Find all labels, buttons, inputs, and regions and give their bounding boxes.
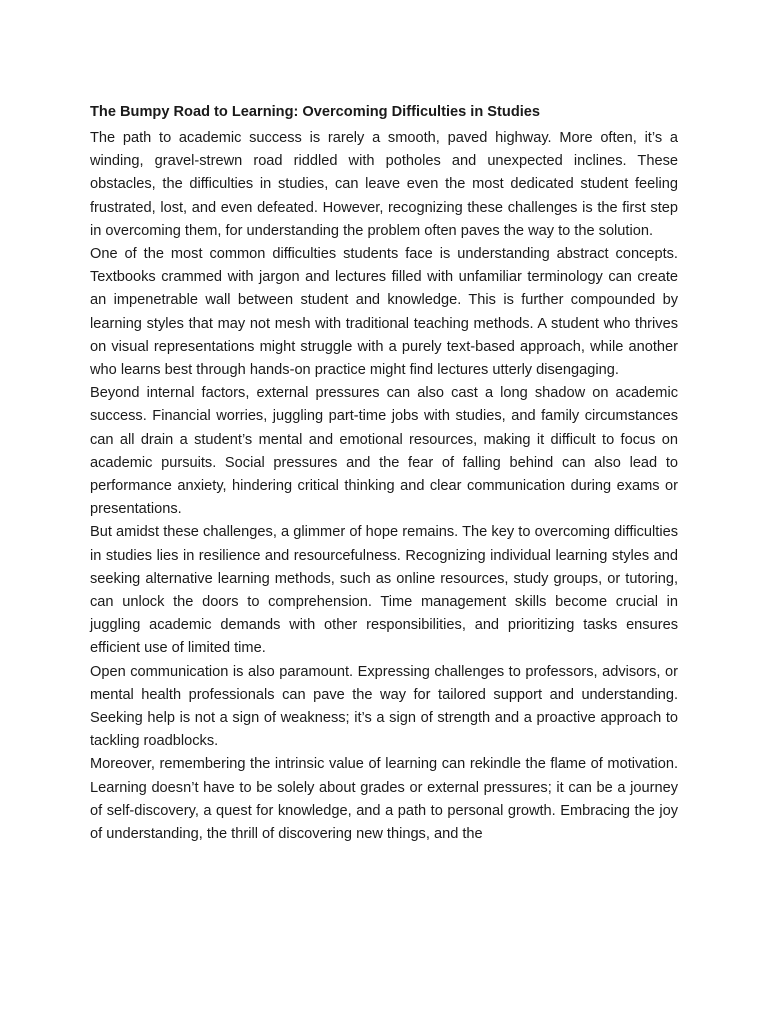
paragraph: Beyond internal factors, external pressures can also cast a long shadow on academic success. Financial worries, juggling part-time jobs with studies, and family circumstances can all drain a student’s mental and emotional resources, making it difficult to focus on academic pursuits. Social pressures and the fear of falling behind can also lead to performance anxiety, hindering critical thinking and clear communication during exams or presentations. [90, 385, 678, 518]
paragraph: Open communication is also paramount. Expressing challenges to professors, advisors, or mental health professionals can pave the way for tailored support and understanding. Seeking help is not a sign of weakness; it’s a sign of strength and a proactive approach to tackling roadblocks. [90, 663, 678, 750]
document-title: The Bumpy Road to Learning: Overcoming Difficulties in Studies [90, 104, 541, 120]
document-body [90, 127, 678, 846]
document-page [90, 101, 678, 846]
paragraph: One of the most common difficulties students face is understanding abstract concepts. Textbooks crammed with jargon and lectures filled with unfamiliar terminology can create an impenetrable wall between student and knowledge. This is further compounded by learning styles that may not mesh with traditional teaching methods. A student who thrives on visual representations might struggle with a purely text-based approach, while another who learns best through hands-on practice might find lectures utterly disengaging. [90, 246, 678, 379]
paragraph: But amidst these challenges, a glimmer of hope remains. The key to overcoming difficulties in studies lies in resilience and resourcefulness. Recognizing individual learning styles and seeking alternative learning methods, such as online resources, study groups, or tutoring, can unlock the doors to comprehension. Time management skills become crucial in juggling academic demands with other responsibilities, and prioritizing tasks ensures efficient use of limited time. [90, 524, 678, 657]
paragraph: The path to academic success is rarely a smooth, paved highway. More often, it’s a winding, gravel-strewn road riddled with potholes and unexpected inclines. These obstacles, the difficulties in studies, can leave even the most dedicated student feeling frustrated, lost, and even defeated. However, recognizing these challenges is the first step in overcoming them, for understanding the problem often paves the way to the solution. [90, 130, 678, 239]
paragraph: Moreover, remembering the intrinsic value of learning can rekindle the flame of motivation. Learning doesn’t have to be solely about grades or external pressures; it can be a journey of self-discovery, a quest for knowledge, and a path to personal growth. Embracing the joy of understanding, the thrill of discovering new things, and the [90, 756, 678, 843]
